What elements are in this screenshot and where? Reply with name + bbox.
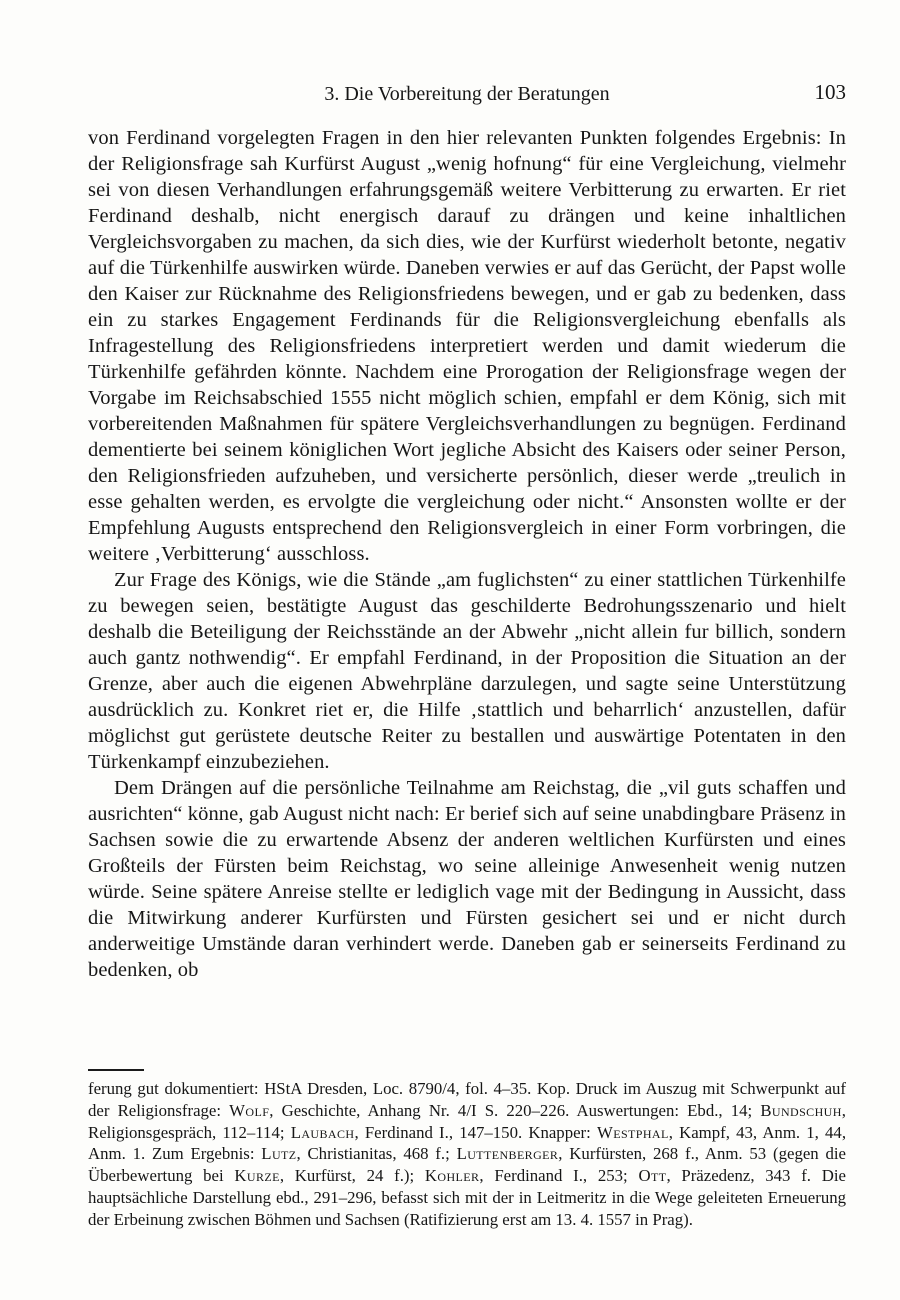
footnote-author-smallcaps: Westphal <box>596 1122 669 1142</box>
paragraph: Zur Frage des Königs, wie die Stände „am fuglichsten“ zu einer stattlichen Türkenhilfe zu bewegen seien, bestätigte August das geschilderte Bedrohungsszenario und hielt deshalb die Beteiligung der Reichsstände an der Abwehr „nicht allein fur billich, sondern auch gantz nothwendig“. Er empfahl Ferdinand, in der Proposition die Situation an der Grenze, aber auch die eigenen Abwehrpläne darzulegen, und sagte seine Unterstützung ausdrücklich zu. Konkret riet er, die Hilfe ‚stattlich und beharrlich‘ anzustellen, dafür möglichst gut gerüstete deutsche Reiter zu bestallen und auswärtige Potentaten in den Türkenkampf einzubeziehen. <box>88 569 846 773</box>
footnote-segment: ferung gut dokumentiert: HStA Dresden, Loc. 8790/4, fol. 4–35. Kop. Druck im Auszug mit Schwerpunkt auf der Religionsfrage: <box>88 1079 846 1120</box>
footnote-segment: , Kurfürsten, 268 f., Anm. 53 (gegen die Überbewertung bei <box>88 1144 846 1186</box>
footnote-segment: , Präzedenz, 343 f. Die hauptsächliche Darstellung ebd., 291–296, befasst sich mit der in Leitmeritz in die Wege geleiteten Erneuerung der Erbeinung zwischen Böhmen und Sachsen (Ratifizierung erst am 13. 4. 1557 in Prag). <box>88 1166 846 1229</box>
footnote-author-smallcaps: Luttenberger <box>456 1144 559 1164</box>
footnote-author-smallcaps: Wolf <box>229 1100 270 1120</box>
footnote-author-smallcaps: Kurze <box>234 1166 280 1186</box>
footnote-segment: , Christianitas, 468 f.; <box>296 1144 457 1164</box>
footnote-separator-rule <box>88 1069 144 1071</box>
footnote-segment: , Ferdinand I., 147–150. Knapper: <box>354 1122 597 1142</box>
footnote-author-smallcaps: Ott <box>638 1166 667 1186</box>
footnote-segment: , Religionsgespräch, 112–114; <box>88 1100 846 1142</box>
footnote-segment: , Kampf, 43, Anm. 1, 44, Anm. 1. Zum Ergebnis: <box>88 1122 847 1164</box>
footnote-block <box>88 1069 846 1231</box>
footnote-segment: , Ferdinand I., 253; <box>479 1166 639 1186</box>
body-text <box>88 125 846 983</box>
paragraph: von Ferdinand vorgelegten Fragen in den hier relevanten Punkten folgendes Ergebnis: In der Religionsfrage sah Kurfürst August „wenig hofnung“ für eine Vergleichung, vielmehr sei von diesen Verhandlungen erfahrungsgemäß weitere Verbitterung zu erwarten. Er riet Ferdinand deshalb, nicht energisch darauf zu drängen und keine inhaltlichen Vergleichsvorgaben zu machen, da sich dies, wie der Kurfürst wiederholt betonte, negativ auf die Türkenhilfe auswirken würde. Daneben verwies er auf das Gerücht, der Papst wolle den Kaiser zur Rücknahme des Religionsfriedens bewegen, und er gab zu bedenken, dass ein zu starkes Engagement Ferdinands für die Religionsvergleichung ebenfalls als Infragestellung des Religionsfriedens interpretiert werden und damit wiederum die Türkenhilfe gefährden könnte. Nachdem eine Prorogation der Religionsfrage wegen der Vorgabe im Reichsabschied 1555 nicht möglich schien, empfahl er dem König, sich mit vorbereitenden Maßnahmen für spätere Vergleichsverhandlungen zu begnügen. Ferdinand dementierte bei seinem königlichen Wort jegliche Absicht des Kaisers oder seiner Person, den Religionsfrieden aufzuheben, und versicherte persönlich, dieser werde „treulich in esse gehalten werden, es ervolgte die vergleichung oder nicht.“ Ansonsten wollte er der Empfehlung Augusts entsprechend den Religionsvergleich in einer Form vorbringen, die weitere ‚Verbitterung‘ ausschloss. <box>88 127 846 565</box>
footnote-segment: , Kurfürst, 24 f.); <box>279 1166 425 1186</box>
footnote-author-smallcaps: Laubach <box>290 1122 355 1142</box>
chapter-heading: 3. Die Vorbereitung der Beratungen <box>324 83 610 105</box>
page-number: 103 <box>814 80 846 104</box>
footnote-author-smallcaps: Bundschuh <box>760 1100 842 1120</box>
paragraph: Dem Drängen auf die persönliche Teilnahme am Reichstag, die „vil guts schaffen und ausrichten“ könne, gab August nicht nach: Er berief sich auf seine unabdingbare Präsenz in Sachsen sowie die zu erwartende Absenz der anderen weltlichen Kurfürsten und eines Großteils der Fürsten beim Reichstag, wo seine alleinige Anwesenheit wenig nutzen würde. Seine spätere Anreise stellte er lediglich vage mit der Bedingung in Aussicht, dass die Mitwirkung anderer Kurfürsten und Fürsten gesichert sei und er nicht durch anderweitige Umstände daran verhindert werde. Daneben gab er seinerseits Ferdinand zu bedenken, ob <box>88 777 846 981</box>
footnote-author-smallcaps: Kohler <box>424 1166 480 1186</box>
footnote-segment: , Geschichte, Anhang Nr. 4/I S. 220–226. Auswertungen: Ebd., 14; <box>269 1100 761 1120</box>
running-header <box>88 82 846 106</box>
footnote-text <box>88 1078 846 1231</box>
footnote-author-smallcaps: Lutz <box>261 1144 297 1164</box>
